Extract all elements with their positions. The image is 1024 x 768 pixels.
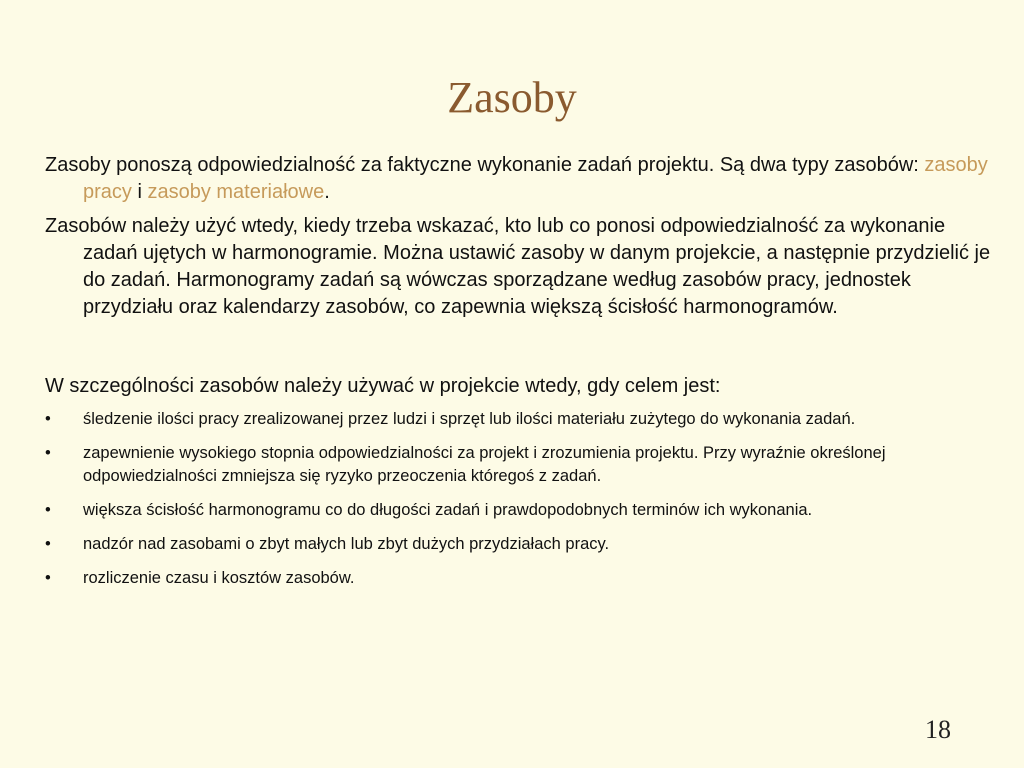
bullet-list [45,408,995,590]
list-item [45,442,995,488]
link-material-resources[interactable]: zasoby materiałowe [147,181,325,203]
link-work-resources[interactable]: zasoby pracy [83,154,988,203]
list-item [45,408,995,431]
page-number: 18 [925,715,951,744]
list-item [45,499,995,522]
paragraph-resources-intro [45,152,995,206]
list-item-text: zapewnienie wysokiego stopnia odpowiedzialności za projekt i zrozumienia projektu. Przy wyraźnie określonej odpowiedzialności zmniejsza się ryzyko przeoczenia któregoś z zadań. [83,444,886,485]
slide-title: Zasoby [447,73,577,122]
list-item-text: rozliczenie czasu i kosztów zasobów. [83,569,355,587]
paragraph-text: Zasoby ponoszą odpowiedzialność za faktyczne wykonanie zadań projektu. Są dwa typy zasobów: [45,154,925,176]
list-item-text: nadzór nad zasobami o zbyt małych lub zbyt dużych przydziałach pracy. [83,535,610,553]
bullet-marker: • [45,569,51,587]
list-item [45,533,995,556]
list-item-text: śledzenie ilości pracy zrealizowanej przez ludzi i sprzęt lub ilości materiału zużytego do wykonania zadań. [83,410,856,428]
list-item-text: większa ścisłość harmonogramu co do długości zadań i prawdopodobnych terminów ich wykonania. [83,501,813,519]
paragraph-when-to-use: Zasobów należy użyć wtedy, kiedy trzeba wskazać, kto lub co ponosi odpowiedzialność za wykonanie zadań ujętych w harmonogramie. Można ustawić zasoby w danym projekcie, a następnie przydzielić je do zadań. Harmonogramy zadań są wówczas sporządzane według zasobów pracy, jednostek przydziału oraz kalendarzy zasobów, co zapewnia większą ścisłość harmonogramów. [45,215,991,318]
paragraph-text: . [324,181,330,203]
bullet-marker: • [45,501,51,519]
bullet-marker: • [45,410,51,428]
bullet-marker: • [45,535,51,553]
bullet-marker: • [45,444,51,462]
slide-content [45,152,995,601]
paragraph-text: i [131,181,148,203]
paragraph-list-intro: W szczególności zasobów należy używać w projekcie wtedy, gdy celem jest: [45,375,721,397]
list-item [45,567,995,590]
